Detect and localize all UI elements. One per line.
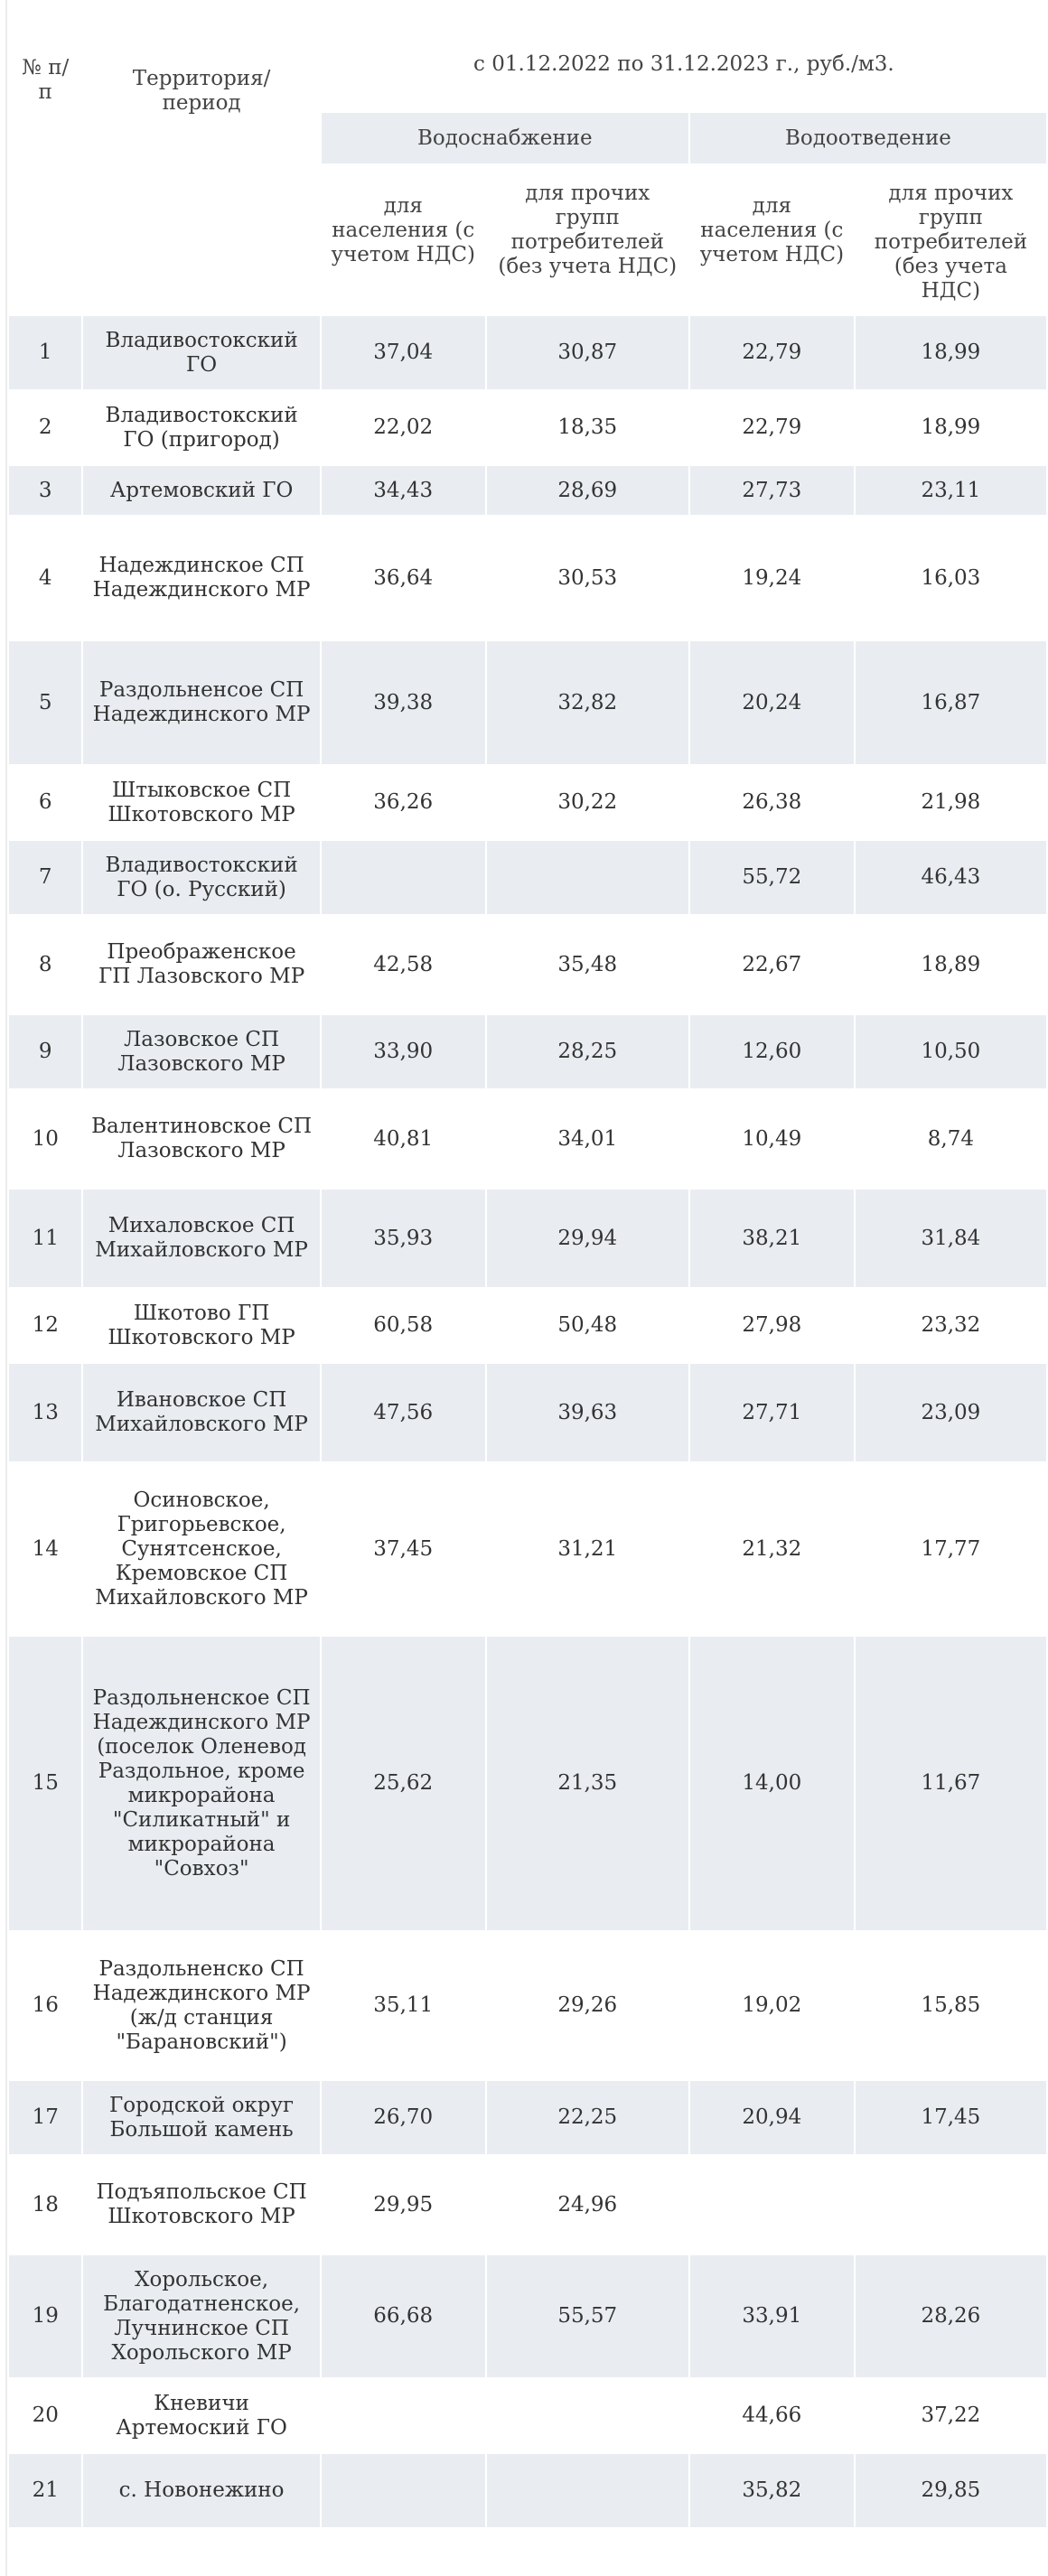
table-row — [9, 1190, 1046, 1287]
table-row — [9, 2081, 1046, 2154]
row-number: 10 — [9, 1090, 81, 1188]
row-sewerage-population: 22,79 — [690, 316, 854, 389]
row-water-others: 18,35 — [487, 391, 688, 464]
row-sewerage-others: 15,85 — [856, 1932, 1046, 2079]
row-sewerage-others: 18,89 — [856, 916, 1046, 1013]
table-row — [9, 517, 1046, 639]
header-sw-population: для населения (с учетом НДС) — [690, 165, 854, 314]
row-number: 5 — [9, 641, 81, 764]
table-row — [9, 466, 1046, 515]
header-period: с 01.12.2022 по 31.12.2023 г., руб./м3. — [322, 2, 1046, 111]
row-water-others — [487, 2454, 688, 2527]
row-water-population: 35,11 — [322, 1932, 485, 2079]
row-sewerage-others: 37,22 — [856, 2379, 1046, 2452]
tariff-table — [7, 0, 1048, 2529]
row-sewerage-others: 31,84 — [856, 1190, 1046, 1287]
row-number: 20 — [9, 2379, 81, 2452]
row-water-others: 30,53 — [487, 517, 688, 639]
table-row — [9, 1015, 1046, 1088]
row-number: 9 — [9, 1015, 81, 1088]
row-sewerage-others: 17,77 — [856, 1463, 1046, 1635]
row-water-others: 28,25 — [487, 1015, 688, 1088]
row-sewerage-others: 18,99 — [856, 316, 1046, 389]
row-water-population: 33,90 — [322, 1015, 485, 1088]
row-sewerage-others: 8,74 — [856, 1090, 1046, 1188]
row-number: 18 — [9, 2156, 81, 2254]
table-row — [9, 1364, 1046, 1461]
row-sewerage-others: 17,45 — [856, 2081, 1046, 2154]
row-number: 1 — [9, 316, 81, 389]
table-row — [9, 916, 1046, 1013]
row-sewerage-others: 23,11 — [856, 466, 1046, 515]
row-sewerage-population: 27,73 — [690, 466, 854, 515]
row-water-population: 26,70 — [322, 2081, 485, 2154]
row-water-population — [322, 2379, 485, 2452]
row-sewerage-population — [690, 2156, 854, 2254]
row-water-others: 31,21 — [487, 1463, 688, 1635]
row-territory: Раздольненско СП Надеждинского МР (ж/д станция "Барановский") — [83, 1932, 319, 2079]
row-water-population: 35,93 — [322, 1190, 485, 1287]
table-row — [9, 316, 1046, 389]
row-water-population: 22,02 — [322, 391, 485, 464]
row-sewerage-others: 46,43 — [856, 841, 1046, 914]
header-number: № п/п — [9, 2, 81, 314]
table-row — [9, 1090, 1046, 1188]
row-water-others: 21,35 — [487, 1637, 688, 1930]
row-number: 19 — [9, 2255, 81, 2377]
row-number: 6 — [9, 766, 81, 839]
row-water-population: 37,45 — [322, 1463, 485, 1635]
header-territory: Территория/ период — [83, 2, 319, 314]
row-sewerage-others: 18,99 — [856, 391, 1046, 464]
row-water-others — [487, 2379, 688, 2452]
row-water-population: 40,81 — [322, 1090, 485, 1188]
row-sewerage-population: 38,21 — [690, 1190, 854, 1287]
table-row — [9, 766, 1046, 839]
header-sw-others: для прочих групп потребителей (без учета НДС) — [856, 165, 1046, 314]
row-water-population: 42,58 — [322, 916, 485, 1013]
row-sewerage-others: 16,87 — [856, 641, 1046, 764]
row-water-others — [487, 841, 688, 914]
row-sewerage-population: 20,94 — [690, 2081, 854, 2154]
row-water-others: 50,48 — [487, 1289, 688, 1362]
row-sewerage-others — [856, 2156, 1046, 2254]
row-water-others: 32,82 — [487, 641, 688, 764]
row-water-population: 39,38 — [322, 641, 485, 764]
row-sewerage-population: 10,49 — [690, 1090, 854, 1188]
row-water-others: 30,87 — [487, 316, 688, 389]
header-ws-others: для прочих групп потребителей (без учета НДС) — [487, 165, 688, 314]
row-sewerage-population: 22,67 — [690, 916, 854, 1013]
row-number: 21 — [9, 2454, 81, 2527]
row-sewerage-others: 16,03 — [856, 517, 1046, 639]
row-number: 7 — [9, 841, 81, 914]
row-sewerage-population: 27,98 — [690, 1289, 854, 1362]
row-number: 2 — [9, 391, 81, 464]
row-sewerage-population: 35,82 — [690, 2454, 854, 2527]
row-water-population: 25,62 — [322, 1637, 485, 1930]
row-number: 16 — [9, 1932, 81, 2079]
row-sewerage-population: 26,38 — [690, 766, 854, 839]
row-water-population: 36,26 — [322, 766, 485, 839]
row-number: 13 — [9, 1364, 81, 1461]
row-territory: Хорольское, Благодатненское, Лучнинское СП Хорольского МР — [83, 2255, 319, 2377]
row-territory: Осиновское, Григорьевское, Сунятсенское, Кремовское СП Михайловского МР — [83, 1463, 319, 1635]
row-sewerage-population: 20,24 — [690, 641, 854, 764]
row-water-population: 34,43 — [322, 466, 485, 515]
row-sewerage-population: 21,32 — [690, 1463, 854, 1635]
header-ws-population: для населения (с учетом НДС) — [322, 165, 485, 314]
row-territory: Валентиновское СП Лазовского МР — [83, 1090, 319, 1188]
row-sewerage-population: 22,79 — [690, 391, 854, 464]
row-number: 8 — [9, 916, 81, 1013]
row-sewerage-population: 19,02 — [690, 1932, 854, 2079]
row-territory: Кневичи Артемоский ГО — [83, 2379, 319, 2452]
row-territory: Раздольненсое СП Надеждинского МР — [83, 641, 319, 764]
row-water-population: 36,64 — [322, 517, 485, 639]
row-number: 12 — [9, 1289, 81, 1362]
row-water-others: 35,48 — [487, 916, 688, 1013]
row-number: 17 — [9, 2081, 81, 2154]
row-sewerage-others: 28,26 — [856, 2255, 1046, 2377]
table-row — [9, 2255, 1046, 2377]
row-territory: Подъяпольское СП Шкотовского МР — [83, 2156, 319, 2254]
row-number: 3 — [9, 466, 81, 515]
row-sewerage-others: 10,50 — [856, 1015, 1046, 1088]
row-sewerage-population: 55,72 — [690, 841, 854, 914]
row-territory: Владивостокский ГО — [83, 316, 319, 389]
row-water-others: 39,63 — [487, 1364, 688, 1461]
row-sewerage-population: 33,91 — [690, 2255, 854, 2377]
row-water-population: 29,95 — [322, 2156, 485, 2254]
row-territory: Ивановское СП Михайловского МР — [83, 1364, 319, 1461]
row-territory: Владивостокский ГО (о. Русский) — [83, 841, 319, 914]
row-territory: Артемовский ГО — [83, 466, 319, 515]
row-sewerage-population: 44,66 — [690, 2379, 854, 2452]
row-water-population — [322, 2454, 485, 2527]
table-row — [9, 391, 1046, 464]
row-number: 4 — [9, 517, 81, 639]
row-water-population: 37,04 — [322, 316, 485, 389]
table-row — [9, 1637, 1046, 1930]
row-sewerage-population: 27,71 — [690, 1364, 854, 1461]
row-water-others: 34,01 — [487, 1090, 688, 1188]
table-row — [9, 841, 1046, 914]
row-territory: Михаловское СП Михайловского МР — [83, 1190, 319, 1287]
table-row — [9, 2156, 1046, 2254]
table-row — [9, 1932, 1046, 2079]
row-sewerage-others: 11,67 — [856, 1637, 1046, 1930]
row-territory: Преображенское ГП Лазовского МР — [83, 916, 319, 1013]
row-territory: Штыковское СП Шкотовского МР — [83, 766, 319, 839]
row-number: 14 — [9, 1463, 81, 1635]
row-water-others: 29,26 — [487, 1932, 688, 2079]
row-territory: Шкотово ГП Шкотовского МР — [83, 1289, 319, 1362]
header-water-supply: Водоснабжение — [322, 113, 688, 163]
row-sewerage-others: 23,32 — [856, 1289, 1046, 1362]
table-row — [9, 641, 1046, 764]
row-water-population: 66,68 — [322, 2255, 485, 2377]
row-territory: Лазовское СП Лазовского МР — [83, 1015, 319, 1088]
row-water-others: 22,25 — [487, 2081, 688, 2154]
row-sewerage-others: 21,98 — [856, 766, 1046, 839]
row-sewerage-population: 12,60 — [690, 1015, 854, 1088]
row-territory: Надеждинское СП Надеждинского МР — [83, 517, 319, 639]
row-water-population: 60,58 — [322, 1289, 485, 1362]
row-water-others: 28,69 — [487, 466, 688, 515]
row-water-others: 24,96 — [487, 2156, 688, 2254]
table-row — [9, 2454, 1046, 2527]
row-water-population: 47,56 — [322, 1364, 485, 1461]
row-number: 15 — [9, 1637, 81, 1930]
row-water-others: 30,22 — [487, 766, 688, 839]
row-territory: с. Новонежино — [83, 2454, 319, 2527]
row-water-others: 55,57 — [487, 2255, 688, 2377]
table-row — [9, 1289, 1046, 1362]
row-sewerage-others: 23,09 — [856, 1364, 1046, 1461]
header-sewerage: Водоотведение — [690, 113, 1046, 163]
row-water-others: 29,94 — [487, 1190, 688, 1287]
table-row — [9, 2379, 1046, 2452]
row-territory: Раздольненское СП Надеждинского МР (поселок Оленевод Раздольное, кроме микрорайона "Силикатный" и микрорайона "Совхоз" — [83, 1637, 319, 1930]
table-row — [9, 1463, 1046, 1635]
row-water-population — [322, 841, 485, 914]
row-territory: Владивостокский ГО (пригород) — [83, 391, 319, 464]
row-number: 11 — [9, 1190, 81, 1287]
row-sewerage-population: 19,24 — [690, 517, 854, 639]
row-sewerage-others: 29,85 — [856, 2454, 1046, 2527]
row-sewerage-population: 14,00 — [690, 1637, 854, 1930]
row-territory: Городской округ Большой камень — [83, 2081, 319, 2154]
